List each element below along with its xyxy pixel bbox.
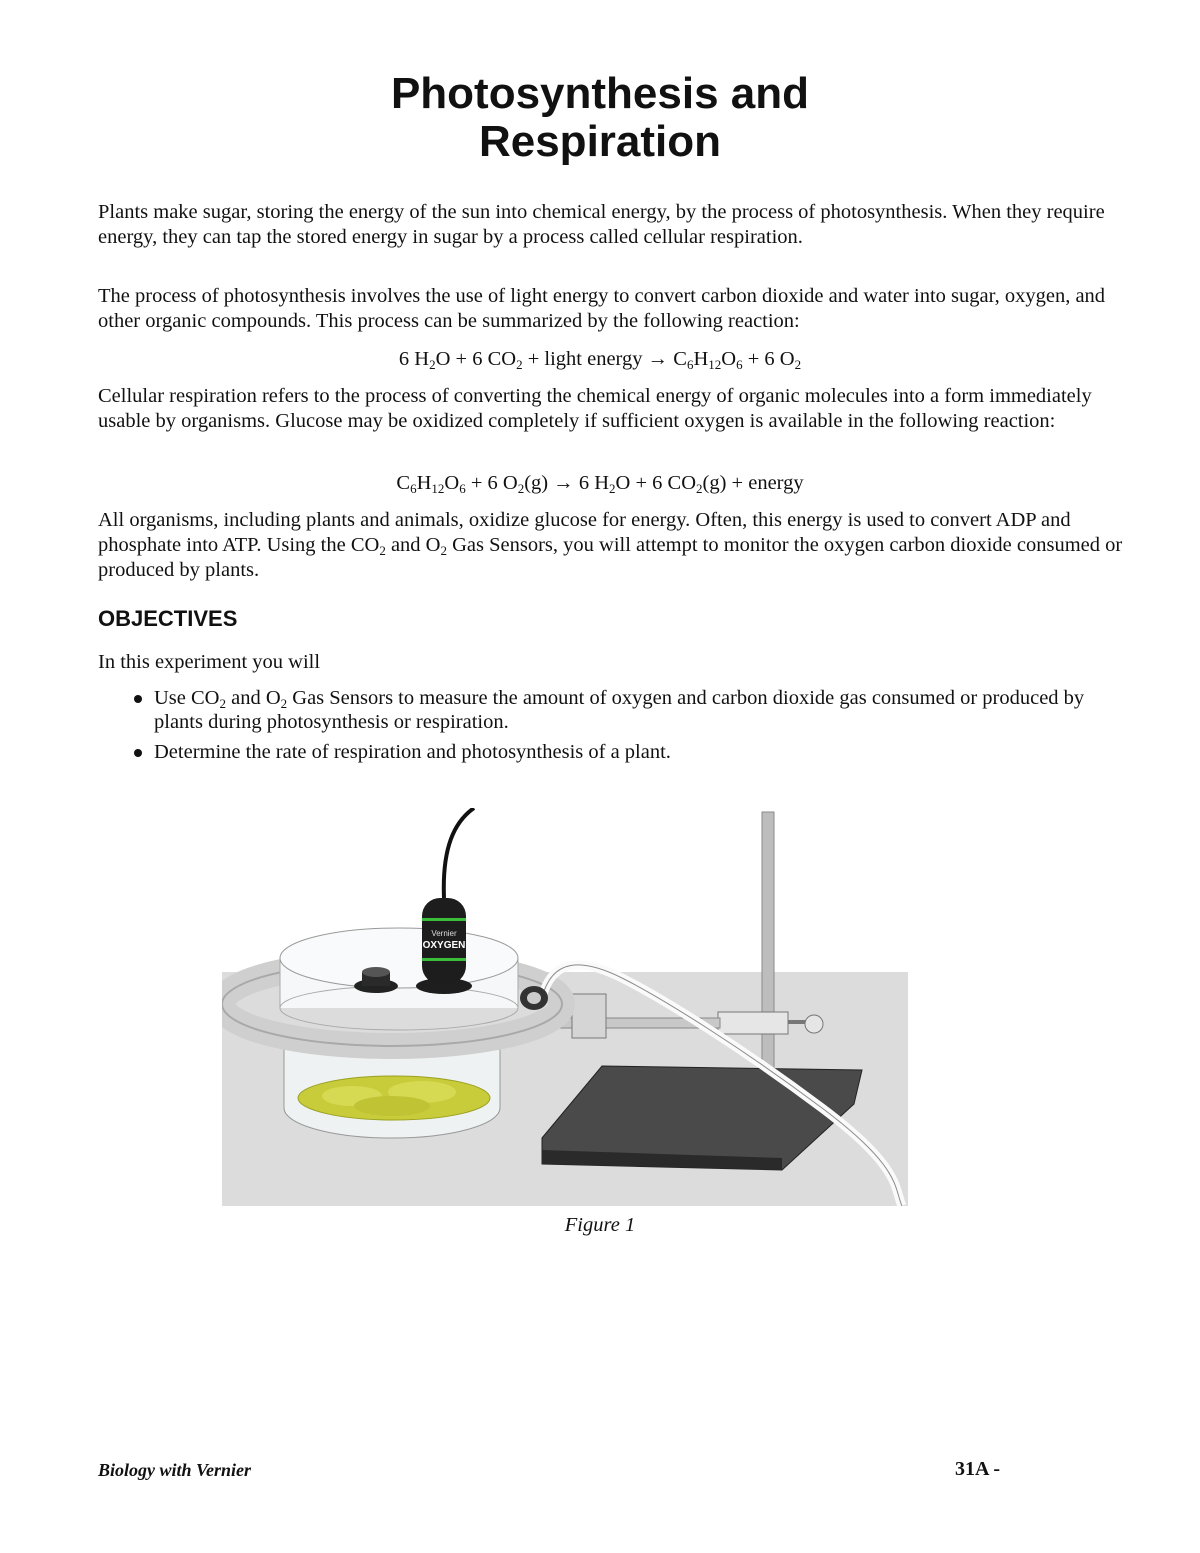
chamber-lid	[280, 928, 518, 988]
apparatus-illustration	[222, 808, 908, 1206]
respiration-equation: $C_6H_{12}O_6 + 6$ $O_2(g) \to 6$ $H_2O + 6$ $CO_2(g)$ + energy	[396, 472, 804, 496]
page-title	[0, 70, 1200, 166]
objective-item: Determine the rate of respiration and photosynthesis of a plant.	[132, 740, 1122, 764]
utility-clamp	[718, 1012, 788, 1034]
objectives-intro: In this experiment you will	[98, 651, 321, 673]
objective-item: Use $CO_2$ and $O_2$ Gas Sensors to measure the amount of oxygen and carbon dioxide gas consumed or produced by plants during photosynthesis or respiration.	[132, 686, 1122, 734]
footer-page-number: 31A -	[955, 1458, 1000, 1480]
organisms-paragraph: All organisms, including plants and animals, oxidize glucose for energy. Often, this energy is used to convert ADP and phosphate into ATP. Using the $CO_2$ and $O_2$ Gas Sensors, you will attempt to monitor the oxygen carbon dioxide consumed or produced by plants.	[98, 509, 1123, 581]
respiration-paragraph: Cellular respiration refers to the process of converting the chemical energy of organic molecules into a form immediately usable by organisms. Glucose may be oxidized completely if sufficient oxygen is available in the following reaction:	[98, 385, 1092, 432]
sensor-brand: Vernier	[431, 929, 457, 938]
objectives-list	[132, 686, 1122, 770]
intro-paragraph: Plants make sugar, storing the energy of the sun into chemical energy, by the process of photosynthesis. When they require energy, they can tap the stored energy in sugar by a process called cellular respiration.	[98, 201, 1105, 248]
objectives-heading: OBJECTIVES	[98, 606, 238, 631]
photosynthesis-equation: 6 $H_2O + 6$ $CO_2$ + light energy → $C_6H_{12}O_6 + 6$ $O_2$	[398, 348, 802, 372]
sensor-label: OXYGEN	[422, 940, 466, 951]
sensor-cable	[444, 808, 474, 898]
title-line-2: Respiration	[478, 117, 722, 166]
ring-stand-rod	[762, 812, 774, 1102]
figure-caption: Figure 1	[564, 1214, 636, 1236]
experiment-figure	[222, 808, 908, 1206]
photosynthesis-paragraph: The process of photosynthesis involves the use of light energy to convert carbon dioxide and water into sugar, oxygen, and other organic compounds. This process can be summarized by the following reaction:	[98, 285, 1106, 332]
title-line-1: Photosynthesis and	[390, 69, 810, 118]
footer-book-title: Biology with Vernier	[98, 1460, 252, 1480]
